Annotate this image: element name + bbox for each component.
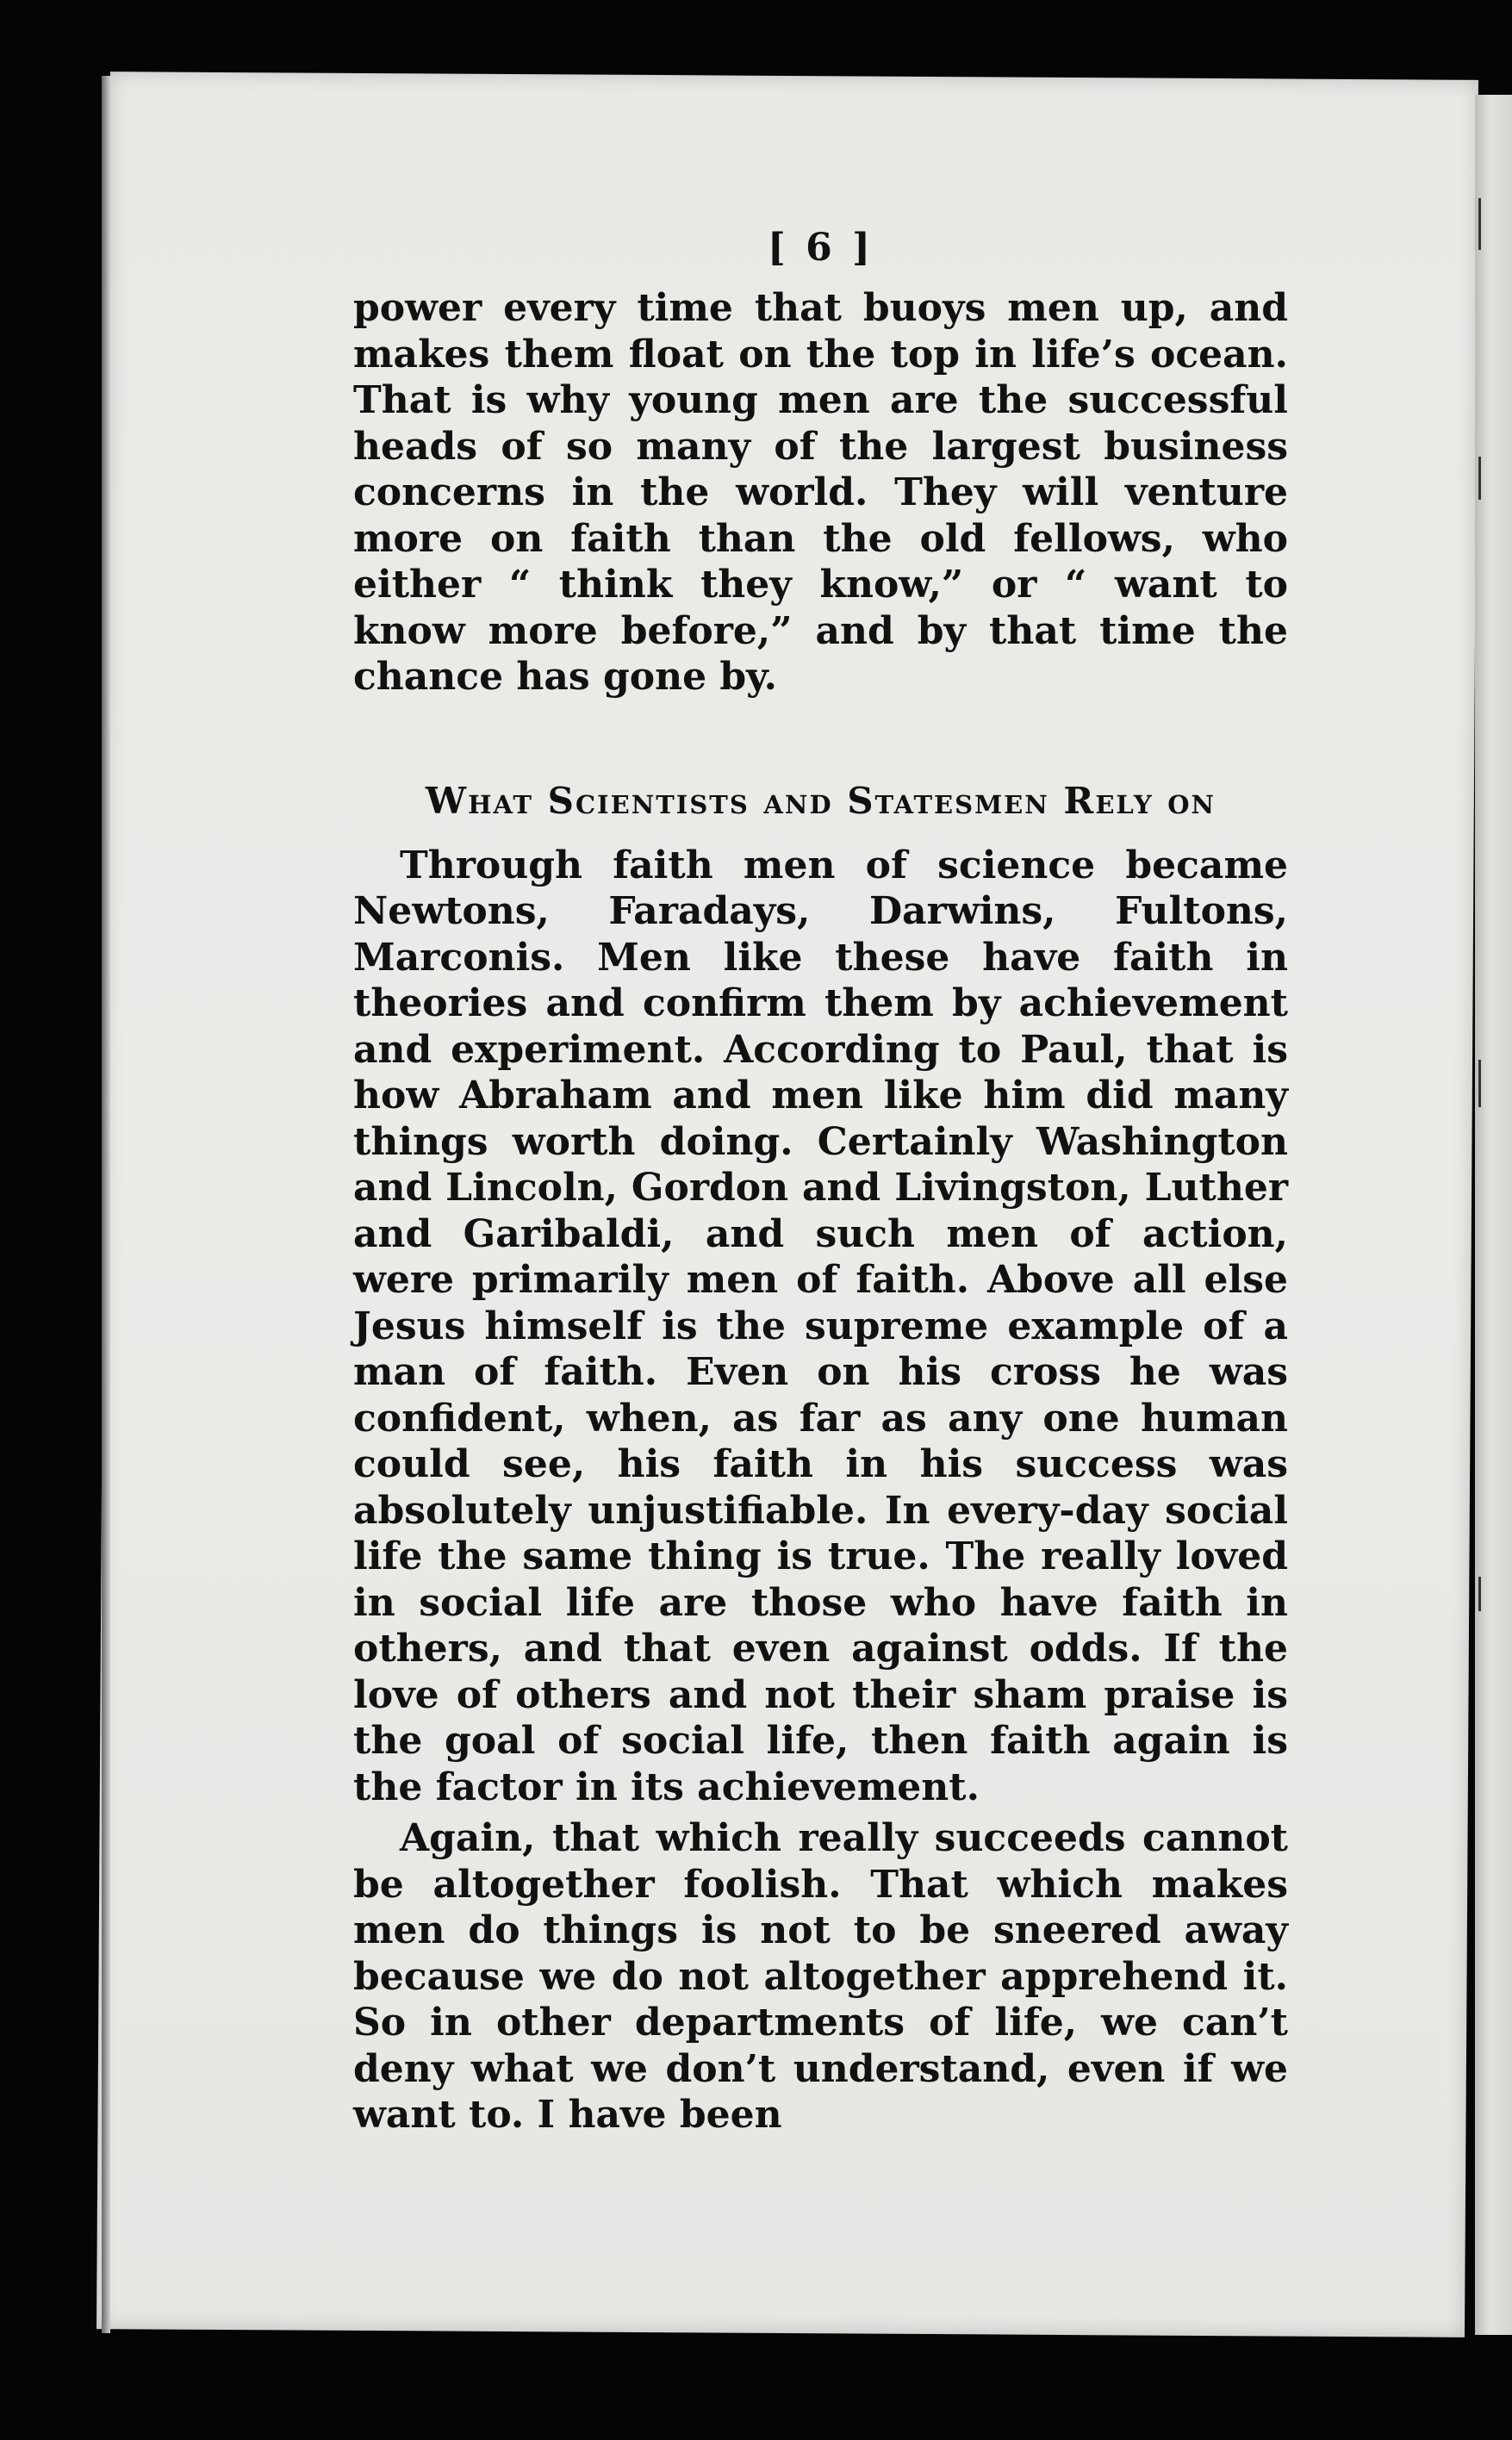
section-heading: What Scientists and Statesmen Rely on	[425, 779, 1216, 822]
paragraph-faith: Through faith men of science became Newtons, Faradays, Darwins, Fultons, Marconis. Men like these have faith in theories and confirm them by achievement and experiment. According to Paul, that is how Abraham and men like him did many things worth doing. Certainly Washington and Lincoln, Gordon and Livingston, Luther and Garibaldi, and such men of action, were primarily men of faith. Above all else Jesus himself is the supreme example of a man of faith. Even on his cross he was confident, when, as far as any one human could see, his faith in his success was absolutely unjustifiable. In every-day social life the same thing is true. The really loved in social life are those who have faith in others, and that even against odds. If the love of others and not their sham praise is the goal of social life, then faith again is the factor in its achievement.	[353, 843, 1288, 1809]
facing-page-edge	[1475, 95, 1512, 2335]
page-left-edge	[102, 76, 110, 2333]
paragraph-again: Again, that which really succeeds cannot be altogether foolish. That which makes men do things is not to be sneered away because we do not altogether apprehend it. So in other departments of life, we can’t deny what we don’t understand, even if we want to. I have been	[353, 1816, 1288, 2137]
page-text	[353, 226, 1288, 2138]
paragraph-top: power every time that buoys men up, and makes them float on the top in life’s ocean. That is why young men are the successful heads of so many of the largest business concerns in the world. They will venture more on faith than the old fellows, who either “ think they know,” or “ want to know more before,” and by that time the chance has gone by.	[353, 286, 1288, 699]
page-number: [ 6 ]	[768, 226, 874, 270]
